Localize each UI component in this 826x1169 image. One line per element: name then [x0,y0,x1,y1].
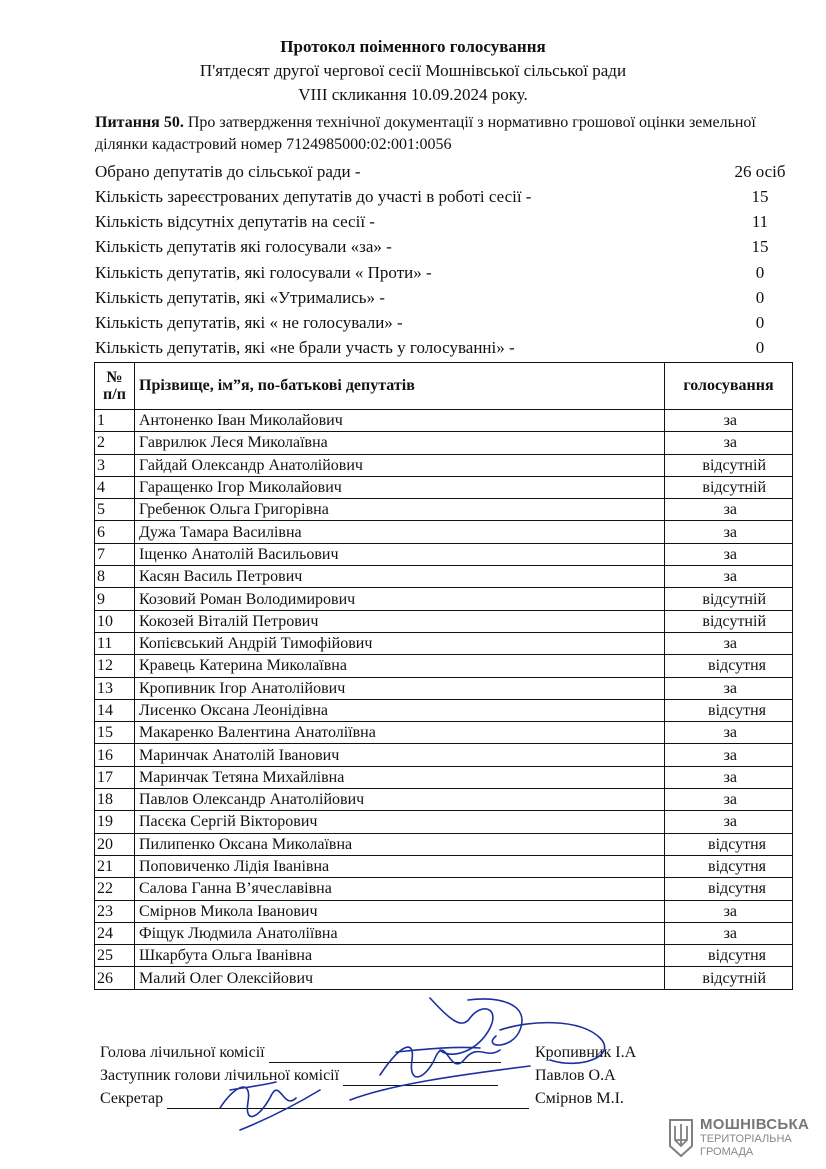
deputy-name: Фіщук Людмила Анатоліївна [135,922,665,944]
question-label: Питання 50. [95,114,184,131]
stat-row-absent [95,210,785,234]
vote-result: за [665,722,793,744]
table-row [95,722,793,744]
stat-value: 15 [751,187,769,206]
row-number: 20 [95,833,135,855]
stat-value: 0 [755,313,765,332]
deputy-name: Гайдай Олександр Анатолійович [135,454,665,476]
row-number: 17 [95,766,135,788]
table-row [95,789,793,811]
vote-result: за [665,521,793,543]
logo-line-3: ГРОМАДА [700,1146,754,1158]
deputy-name: Поповиченко Лідія Іванівна [135,855,665,877]
stat-label: Кількість депутатів, які «не брали участь у голосуванні» - [95,338,515,357]
vote-result: за [665,789,793,811]
stat-label: Кількість депутатів, які « не голосували» - [95,313,403,332]
deputy-name: Лисенко Оксана Леонідівна [135,699,665,721]
signature-underline [167,1094,529,1109]
signature-underline [269,1048,501,1063]
vote-result: відсутній [665,967,793,989]
document-title: Протокол поіменного голосування [280,37,546,56]
table-row [95,811,793,833]
deputy-name: Малий Олег Олексійович [135,967,665,989]
row-number: 4 [95,476,135,498]
vote-result: відсутній [665,454,793,476]
row-number: 19 [95,811,135,833]
signature-underline [343,1071,498,1086]
signer-name-deputy: Павлов О.А [535,1067,616,1084]
deputy-name: Кропивник Ігор Анатолійович [135,677,665,699]
stat-row-not-participated [95,336,785,360]
deputy-name: Пилипенко Оксана Миколаївна [135,833,665,855]
table-row [95,655,793,677]
table-row [95,855,793,877]
deputy-name: Дужа Тамара Василівна [135,521,665,543]
vote-table-body [95,410,793,990]
header-name: Прізвище, ім”я, по-батькові депутатів [135,363,665,410]
table-row [95,432,793,454]
table-header-row [95,363,793,410]
deputy-name: Кравець Катерина Миколаївна [135,655,665,677]
logo-line-2: ТЕРИТОРІАЛЬНА [700,1133,792,1145]
signer-name-chair: Кропивник І.А [535,1044,637,1061]
deputy-name: Маринчак Тетяна Михайлівна [135,766,665,788]
vote-result: відсутній [665,588,793,610]
vote-result: відсутня [665,699,793,721]
deputy-name: Антоненко Іван Миколайович [135,410,665,432]
table-row [95,900,793,922]
vote-result: за [665,811,793,833]
vote-result: за [665,744,793,766]
row-number: 2 [95,432,135,454]
row-number: 8 [95,566,135,588]
row-number: 9 [95,588,135,610]
handwritten-signature [200,990,660,1140]
table-row [95,610,793,632]
deputy-name: Гребенюк Ольга Григорівна [135,499,665,521]
table-row [95,766,793,788]
stat-row-not-voted [95,311,785,335]
deputy-name: Пасєка Сергій Вікторович [135,811,665,833]
table-row [95,454,793,476]
vote-result: відсутня [665,833,793,855]
vote-result: за [665,900,793,922]
stat-row-abstained [95,286,785,310]
header-number: № п/п [95,363,135,410]
row-number: 24 [95,922,135,944]
signer-name-secretary: Смірнов М.І. [535,1090,624,1107]
deputy-name: Іщенко Анатолій Васильович [135,543,665,565]
row-number: 21 [95,855,135,877]
trident-emblem-icon [668,1118,694,1158]
table-row [95,632,793,654]
table-row [95,476,793,498]
session-subtitle: П'ятдесят другої чергової сесії Мошнівської сільської ради [199,61,627,80]
row-number: 11 [95,632,135,654]
vote-result: відсутня [665,855,793,877]
table-row [95,566,793,588]
deputy-name: Павлов Олександр Анатолійович [135,789,665,811]
row-number: 7 [95,543,135,565]
row-number: 14 [95,699,135,721]
vote-result: за [665,499,793,521]
stat-label: Кількість депутатів, які голосували « Проти» - [95,263,432,282]
table-row [95,922,793,944]
vote-result: за [665,632,793,654]
row-number: 16 [95,744,135,766]
table-row [95,543,793,565]
deputy-name: Козовий Роман Володимирович [135,588,665,610]
row-number: 13 [95,677,135,699]
deputy-name: Гаращенко Ігор Миколайович [135,476,665,498]
question-body: Про затвердження технічної документації з нормативно грошової оцінки земельної ділянки кадастровий номер 7124985000:02:001:0056 [95,114,756,153]
vote-result: за [665,677,793,699]
stat-value: 0 [755,338,765,357]
row-number: 6 [95,521,135,543]
row-number: 5 [95,499,135,521]
row-number: 3 [95,454,135,476]
stat-value: 0 [755,288,765,307]
table-row [95,410,793,432]
row-number: 26 [95,967,135,989]
table-row [95,588,793,610]
vote-result: відсутній [665,476,793,498]
stat-row-against [95,261,785,285]
deputy-name: Салова Ганна В’ячеславівна [135,878,665,900]
row-number: 1 [95,410,135,432]
row-number: 25 [95,945,135,967]
vote-result: відсутня [665,945,793,967]
row-number: 15 [95,722,135,744]
signature-line-chair: Голова лічильної комісії [100,1043,501,1063]
deputy-name: Гаврилюк Леся Миколаївна [135,432,665,454]
stat-value: 11 [751,212,769,231]
table-row [95,833,793,855]
deputy-name: Касян Василь Петрович [135,566,665,588]
table-row [95,677,793,699]
vote-result: за [665,766,793,788]
vote-result: за [665,432,793,454]
stat-label: Кількість депутатів, які «Утримались» - [95,288,385,307]
row-number: 22 [95,878,135,900]
convocation-date: VIII скликання 10.09.2024 року. [298,85,528,104]
stat-label: Кількість депутатів які голосували «за» - [95,237,392,256]
community-logo [668,1116,808,1160]
stat-value: 15 [751,237,769,256]
vote-result: відсутня [665,878,793,900]
question-text [95,112,775,156]
vote-result: за [665,922,793,944]
signature-line-deputy: Заступник голови лічильної комісії [100,1066,498,1086]
stat-label: Кількість зареєстрованих депутатів до участі в роботі сесії - [95,187,532,206]
table-row [95,878,793,900]
stat-label: Кількість відсутніх депутатів на сесії - [95,212,375,231]
signature-line-secretary: Секретар [100,1089,529,1109]
stat-row-registered [95,185,785,209]
stat-row-for [95,235,785,259]
table-row [95,499,793,521]
vote-result: за [665,566,793,588]
stat-row-elected [95,160,785,184]
vote-result: відсутня [665,655,793,677]
table-row [95,699,793,721]
row-number: 18 [95,789,135,811]
deputy-name: Кокозей Віталій Петрович [135,610,665,632]
table-row [95,521,793,543]
row-number: 12 [95,655,135,677]
header-vote: голосування [665,363,793,410]
vote-result: за [665,410,793,432]
table-row [95,967,793,989]
deputy-name: Маринчак Анатолій Іванович [135,744,665,766]
deputy-name: Макаренко Валентина Анатоліївна [135,722,665,744]
stat-value: 26 осіб [734,162,786,181]
table-row [95,744,793,766]
table-row [95,945,793,967]
stat-value: 0 [755,263,765,282]
row-number: 23 [95,900,135,922]
vote-table [94,362,793,990]
vote-result: за [665,543,793,565]
deputy-name: Смірнов Микола Іванович [135,900,665,922]
deputy-name: Шкарбута Ольга Іванівна [135,945,665,967]
logo-line-1: МОШНІВСЬКА [700,1116,810,1133]
deputy-name: Копієвський Андрій Тимофійович [135,632,665,654]
row-number: 10 [95,610,135,632]
stat-label: Обрано депутатів до сільської ради - [95,162,361,181]
vote-result: відсутній [665,610,793,632]
